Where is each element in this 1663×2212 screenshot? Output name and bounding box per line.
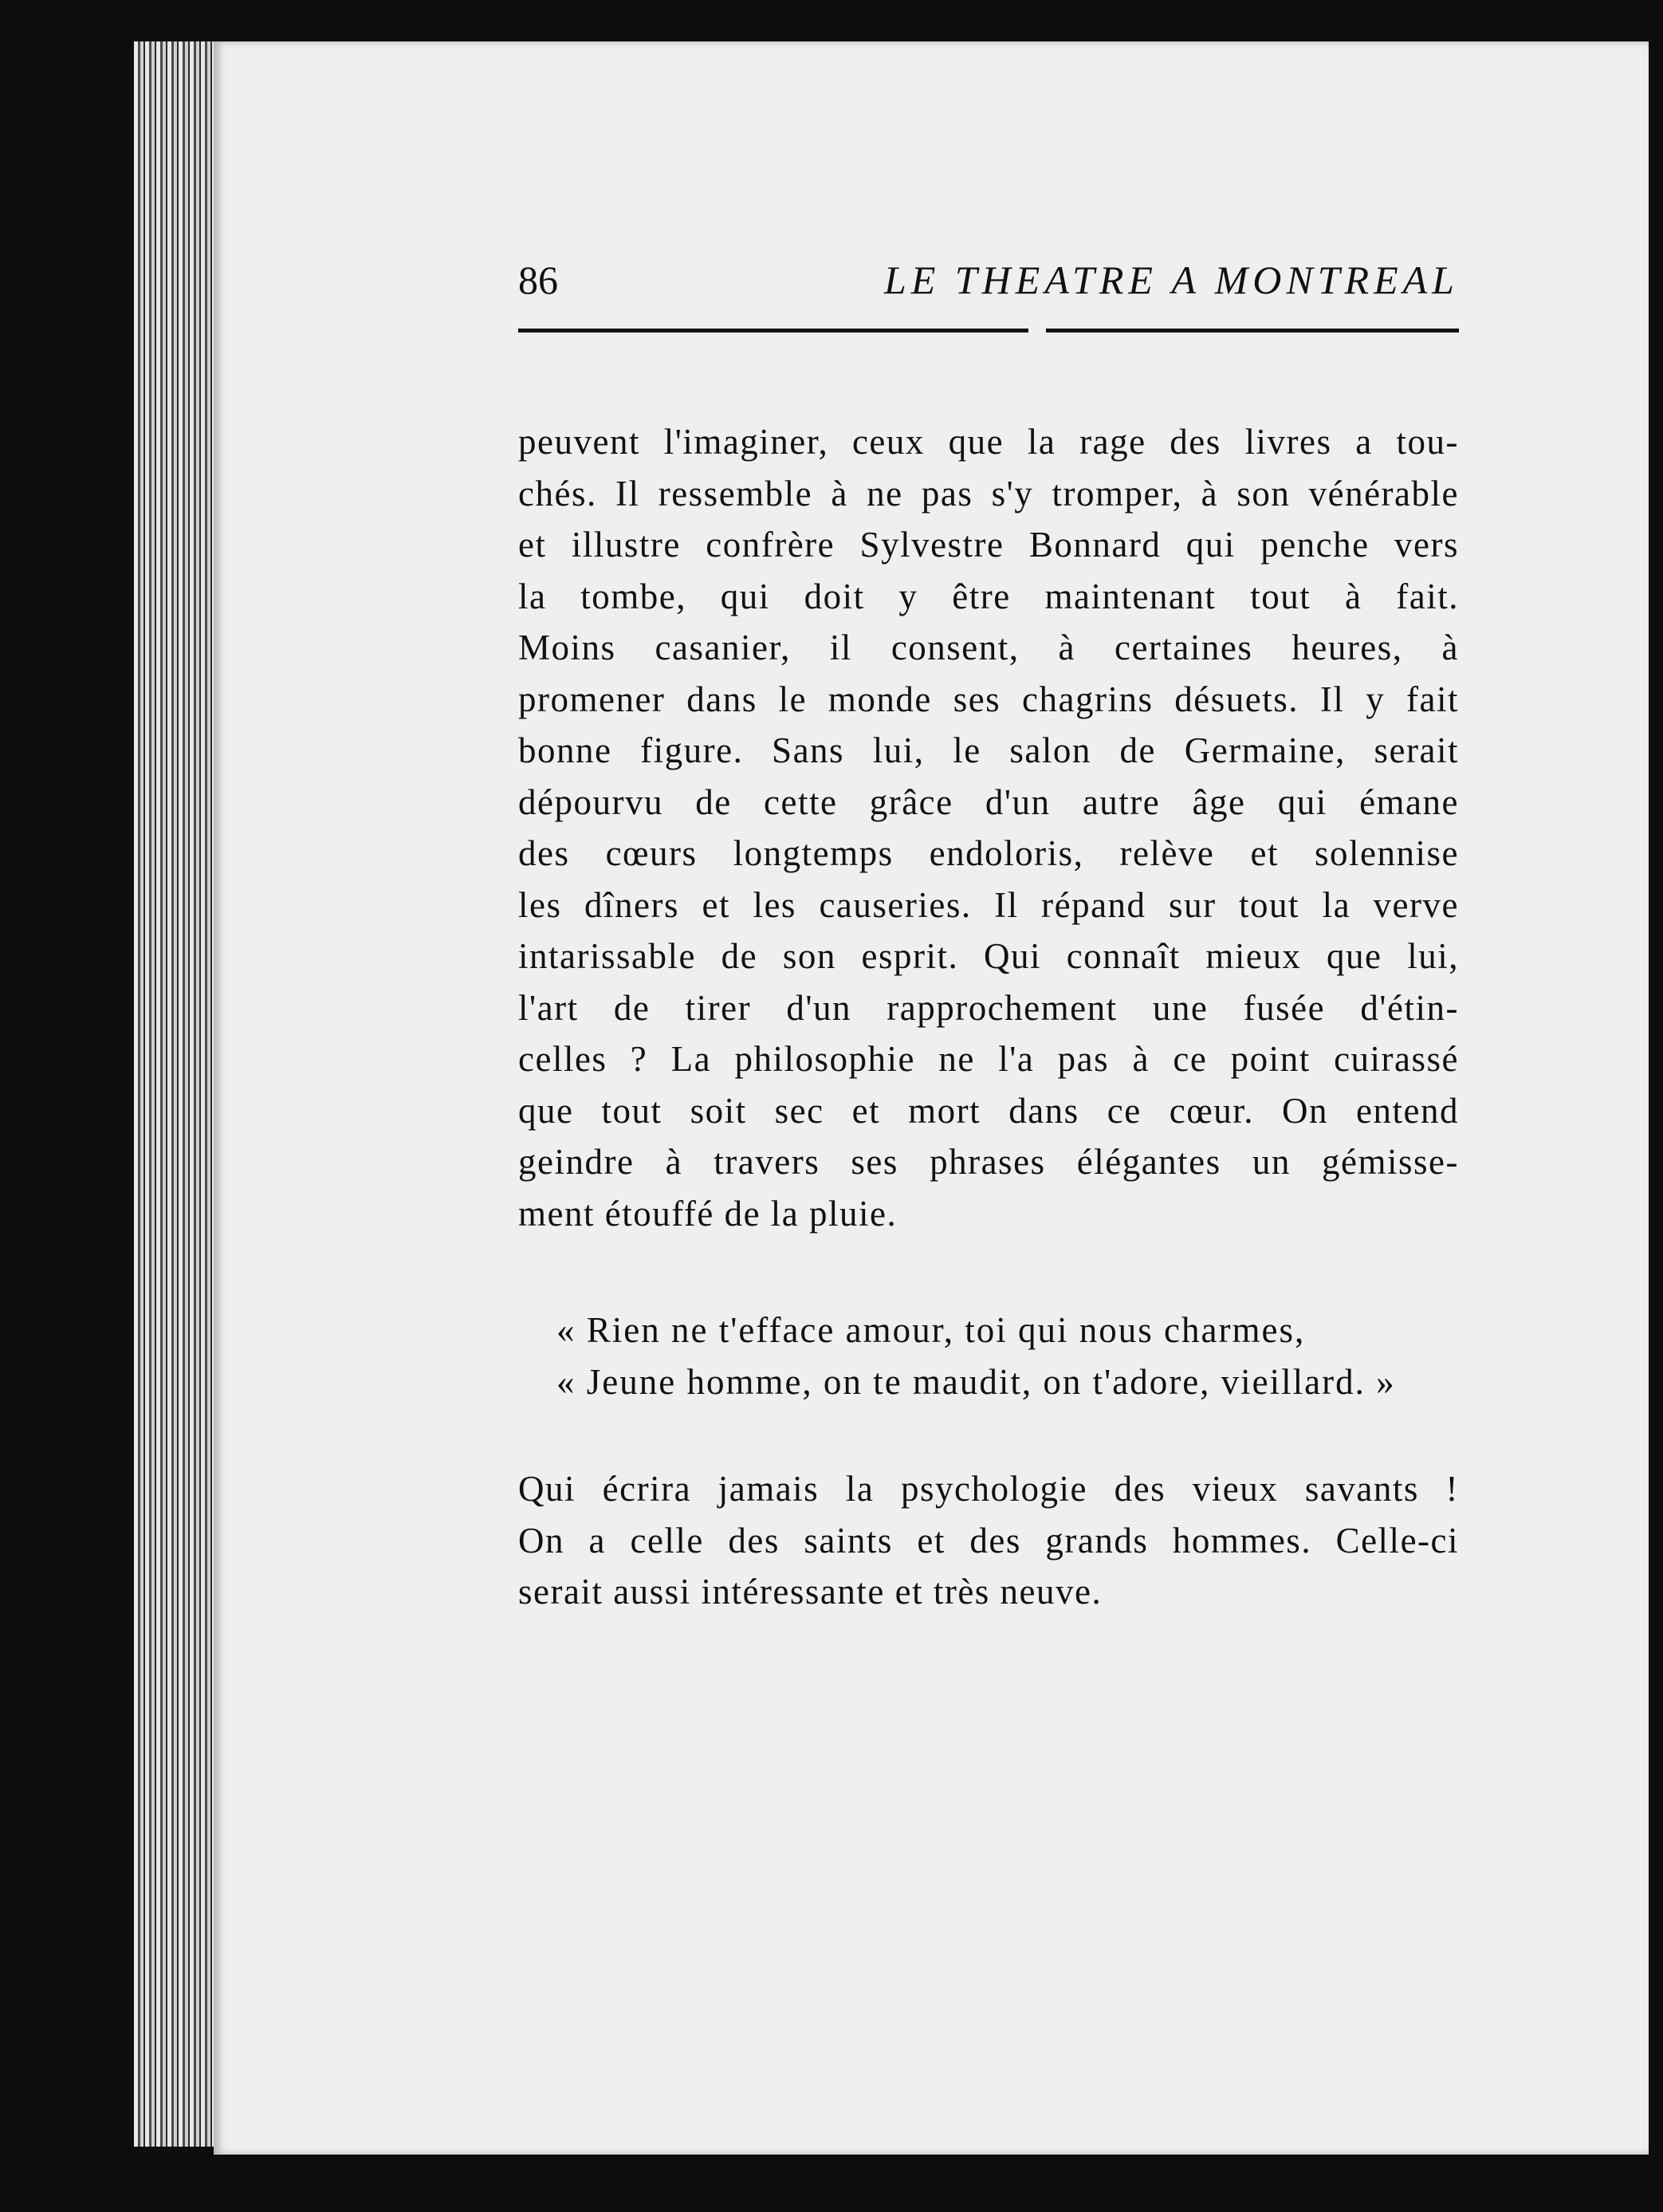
paragraph-1 (518, 416, 1459, 1239)
text-line: celles ? La philosophie ne l'a pas à ce point cuirassé (518, 1039, 1459, 1079)
text-line: la tombe, qui doit y être maintenant tout à fait. (518, 576, 1459, 616)
book-page (214, 41, 1649, 2155)
paragraph-2 (518, 1463, 1459, 1618)
text-line: des cœurs longtemps endoloris, relève et solennise (518, 833, 1459, 873)
text-line: geindre à travers ses phrases élégantes un gémisse- (518, 1142, 1459, 1182)
text-line: intarissable de son esprit. Qui connaît mieux que lui, (518, 936, 1459, 976)
text-line: chés. Il ressemble à ne pas s'y tromper, à son vénérable (518, 473, 1459, 514)
running-head (518, 257, 1459, 321)
text-line: Moins casanier, il consent, à certaines heures, à (518, 628, 1459, 667)
text-line: bonne figure. Sans lui, le salon de Germaine, serait (518, 730, 1459, 770)
text-line: que tout soit sec et mort dans ce cœur. On entend (518, 1090, 1459, 1131)
text-line: peuvent l'imaginer, ceux que la rage des livres a tou- (518, 422, 1459, 462)
header-rule-left (518, 329, 1028, 333)
verse-line: « Rien ne t'efface amour, toi qui nous charmes, (556, 1310, 1306, 1350)
body-text (518, 416, 1459, 1618)
text-line: Qui écrira jamais la psychologie des vieux savants ! (518, 1469, 1459, 1509)
text-line: On a celle des saints et des grands hommes. Celle-ci (518, 1520, 1459, 1561)
text-line: promener dans le monde ses chagrins désuets. Il y fait (518, 679, 1459, 719)
text-line: dépourvu de cette grâce d'un autre âge qui émane (518, 781, 1459, 822)
page-number: 86 (518, 258, 558, 302)
verse-quotation (518, 1305, 1459, 1407)
text-line: et illustre confrère Sylvestre Bonnard qui penche vers (518, 525, 1459, 565)
verse-line: « Jeune homme, on te maudit, on t'adore, vieillard. » (556, 1361, 1396, 1402)
running-title: LE THEATRE A MONTREAL (884, 258, 1459, 302)
text-line: serait aussi intéressante et très neuve. (518, 1572, 1103, 1612)
text-line: l'art de tirer d'un rapprochement une fusée d'étin- (518, 987, 1459, 1028)
text-line: ment étouffé de la pluie. (518, 1193, 898, 1234)
header-rule-right (1046, 329, 1459, 333)
text-line: les dîners et les causeries. Il répand sur tout la verve (518, 884, 1459, 925)
